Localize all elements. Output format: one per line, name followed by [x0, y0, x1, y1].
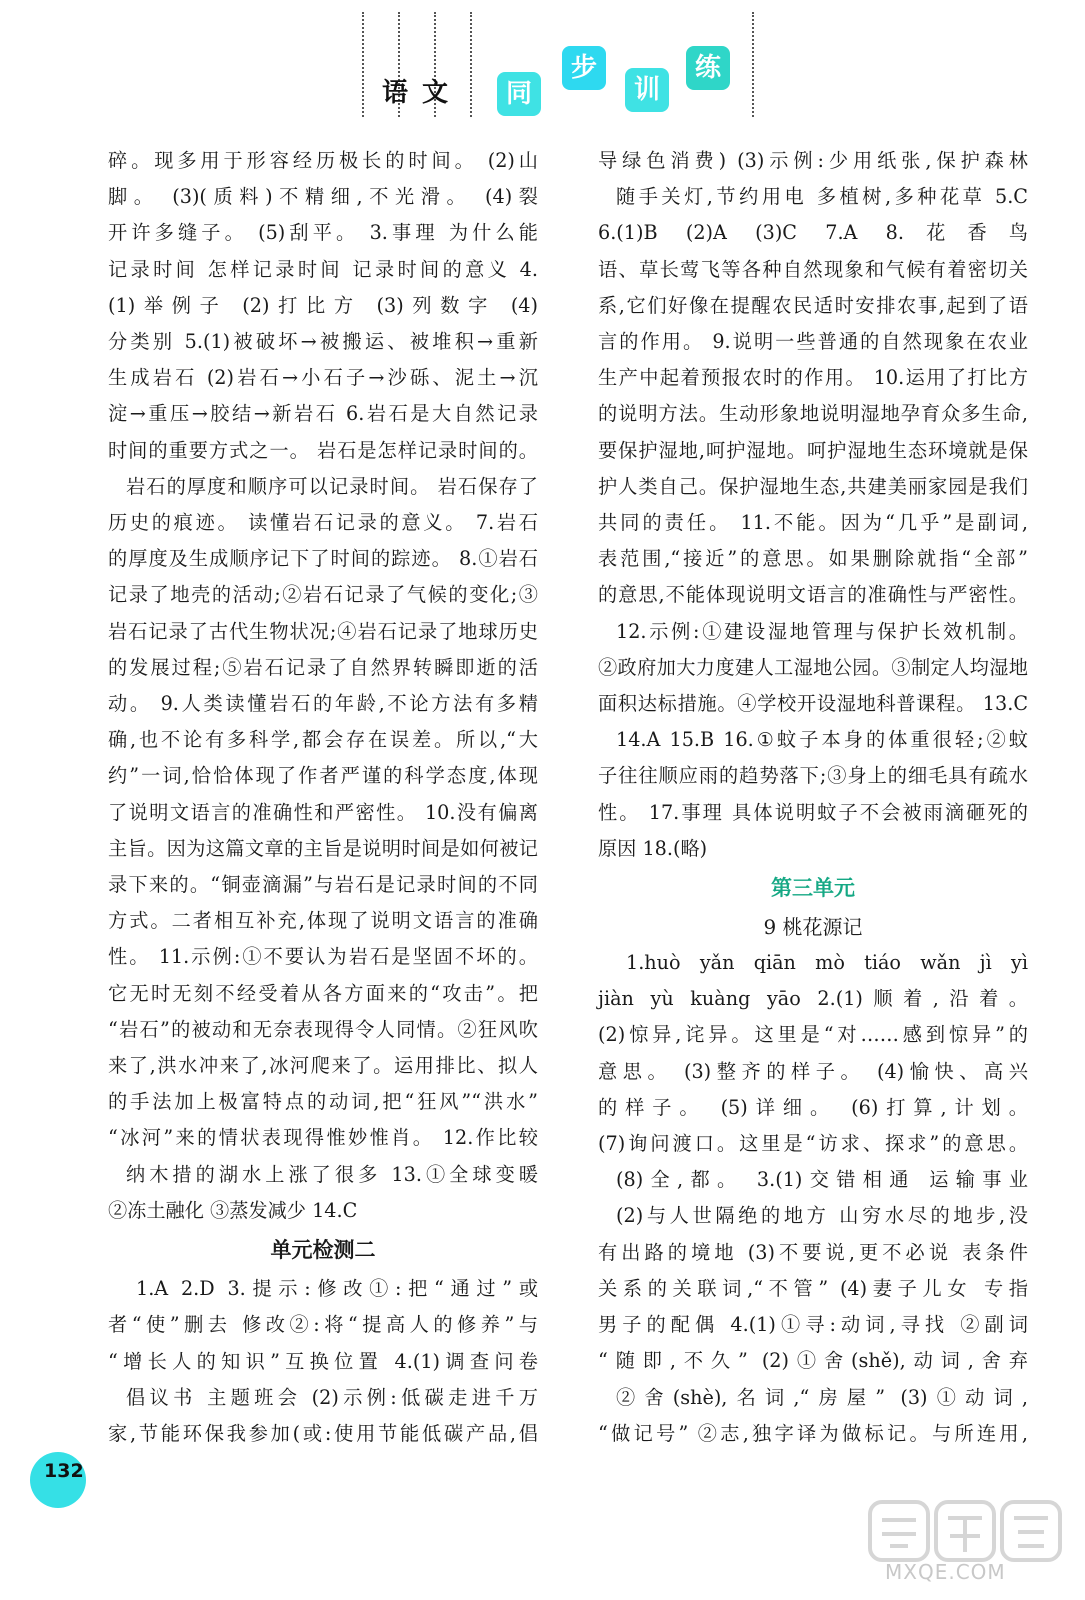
text-line: 子往往顺应雨的趋势落下;③身上的细毛具有疏水 — [598, 764, 1028, 788]
text-line: 14.A 15.B 16.①蚊子本身的体重很轻;②蚊 — [616, 728, 1028, 752]
text-line: 分类别 5.(1)被破坏→被搬运、被堆积→重新 — [108, 330, 538, 354]
right-column — [598, 143, 1028, 1452]
page-number: 132 — [44, 1460, 84, 1482]
text-line: 它无时无刻不经受着从各方面来的“攻击”。把 — [108, 981, 538, 1005]
page-header — [0, 0, 1085, 130]
text-line: 确,也不论有多科学,都会存在误差。所以,“大 — [108, 728, 538, 752]
text-line: 开许多缝子。 (5)刮平。 3.事理 为什么能 — [108, 221, 538, 245]
text-line: 语、草长莺飞等各种自然现象和气候有着密切关 — [598, 257, 1028, 281]
text-line: 岩石记录了古代生物状况;④岩石记录了地球历史 — [108, 619, 538, 643]
text-line: (2)与人世隔绝的地方 山穷水尽的地步,没 — [616, 1204, 1028, 1228]
text-line: 性。 17.事理 具体说明蚊子不会被雨滴砸死的 — [598, 800, 1028, 824]
header-divider — [362, 12, 364, 117]
text-line: 共同的责任。 11.不能。因为“几乎”是副词, — [598, 511, 1028, 535]
text-line: 的发展过程;⑤岩石记录了自然界转瞬即逝的活 — [108, 655, 538, 679]
text-line: 表范围,“接近”的意思。如果删除就指“全部” — [598, 547, 1028, 571]
text-line: 随手关灯,节约用电 多植树,多种花草 5.C — [616, 185, 1028, 209]
text-line: 纳木措的湖水上涨了很多 13.①全球变暖 — [126, 1162, 538, 1186]
text-line: (2)惊异,诧异。这里是“对……感到惊异”的 — [598, 1023, 1028, 1047]
text-line: 录下来的。“铜壶滴漏”与岩石是记录时间的不同 — [108, 873, 538, 897]
text-line: 12.示例:①建设湿地管理与保护长效机制。 — [616, 619, 1028, 643]
text-line: “岩石”的被动和无奈表现得令人同情。②狂风吹 — [108, 1017, 538, 1041]
text-line: 护人类自己。保护湿地生态,共建美丽家园是我们 — [598, 474, 1028, 498]
text-line: 脚。 (3)(质料)不精细,不光滑。 (4)裂 — [108, 185, 538, 209]
text-line: 记录了地壳的活动;②岩石记录了气候的变化;③ — [108, 583, 538, 607]
text-line: “做记号” ②志,独字译为做标记。与所连用, — [598, 1421, 1028, 1445]
text-line: ②舍(shè),名词,“房屋” (3)①动词, — [616, 1385, 1028, 1409]
text-line: “冰河”来的情状表现得惟妙惟肖。 12.作比较 — [108, 1126, 538, 1150]
text-line: 要保护湿地,呵护湿地。呵护湿地生态环境就是保 — [598, 438, 1028, 462]
badge-bu: 步 — [562, 46, 606, 90]
page-number-badge — [30, 1452, 86, 1508]
text-line: 系,它们好像在提醒农民适时安排农事,起到了语 — [598, 293, 1028, 317]
text-line: 的说明方法。生动形象地说明湿地孕育众多生命, — [598, 402, 1028, 426]
text-line: 言的作用。 9.说明一些普通的自然现象在农业 — [598, 330, 1028, 354]
text-line: 的样子。 (5)详细。 (6)打算,计划。 — [598, 1095, 1028, 1119]
text-line: 历史的痕迹。 读懂岩石记录的意义。 7.岩石 — [108, 511, 538, 535]
text-line: 导绿色消费) (3)示例:少用纸张,保护森林 — [598, 149, 1028, 172]
text-line: 者“使”删去 修改②:将“提高人的修养”与 — [108, 1313, 538, 1337]
text-line: (8)全,都。 3.(1)交错相通 运输事业 — [616, 1168, 1028, 1192]
text-line: (7)询问渡口。这里是“访求、探求”的意思。 — [598, 1132, 1028, 1156]
header-divider — [752, 12, 754, 117]
text-line: 1.huò yǎn qiān mò tiáo wǎn jì yì — [626, 951, 1028, 975]
text-line: 6.(1)B (2)A (3)C 7.A 8.花香鸟 — [598, 221, 1028, 245]
text-line: 面积达标措施。④学校开设湿地科普课程。 13.C — [598, 692, 1028, 716]
badge-xun: 训 — [625, 68, 669, 112]
text-line: 动。 9.人类读懂岩石的年龄,不论方法有多精 — [108, 692, 538, 716]
watermark-text: MXQE.COM — [885, 1560, 1006, 1584]
section-title: 单元检测二 — [270, 1238, 376, 1263]
text-line: 1.A 2.D 3.提示:修改①:把“通过”或 — [136, 1277, 538, 1301]
text-line: 方式。二者相互补充,体现了说明文语言的准确 — [108, 909, 538, 933]
text-line: 时间的重要方式之一。 岩石是怎样记录时间的。 — [108, 438, 538, 462]
text-line: 男子的配偶 4.(1)①寻:动词,寻找 ②副词 — [598, 1313, 1028, 1337]
text-line: 主旨。因为这篇文章的主旨是说明时间是如何被记 — [108, 836, 538, 860]
text-line: ②冻土融化 ③蒸发减少 14.C — [108, 1198, 358, 1222]
text-line: jiàn yù kuàng yāo 2.(1)顺着,沿着。 — [598, 987, 1028, 1011]
text-line: 了说明文语言的准确性和严密性。 10.没有偏离 — [108, 800, 538, 824]
text-line: 倡议书 主题班会 (2)示例:低碳走进千万 — [126, 1385, 538, 1409]
text-line: 生产中起着预报农时的作用。 10.运用了打比方 — [598, 366, 1028, 390]
lesson-title: 9 桃花源记 — [763, 915, 863, 940]
text-line: 生成岩石 (2)岩石→小石子→沙砾、泥土→沉 — [108, 366, 538, 390]
text-line: 意思。 (3)整齐的样子。 (4)愉快、高兴 — [598, 1059, 1028, 1083]
text-line: ②政府加大力度建人工湿地公园。③制定人均湿地 — [598, 655, 1028, 679]
unit-title: 第三单元 — [771, 876, 855, 901]
left-column — [108, 143, 538, 1452]
badge-lian: 练 — [686, 46, 730, 90]
text-line: 淀→重压→胶结→新岩石 6.岩石是大自然记录 — [108, 402, 538, 426]
text-line: 岩石的厚度和顺序可以记录时间。 岩石保存了 — [126, 474, 538, 498]
text-line: (1)举例子 (2)打比方 (3)列数字 (4) — [108, 293, 538, 317]
text-line: 性。 11.示例:①不要认为岩石是坚固不坏的。 — [108, 945, 538, 969]
text-line: 的厚度及生成顺序记下了时间的踪迹。 8.①岩石 — [108, 547, 538, 571]
text-line: 碎。现多用于形容经历极长的时间。 (2)山 — [108, 149, 538, 172]
subject-title: 语文 — [382, 78, 463, 108]
text-line: 来了,洪水冲来了,冰河爬来了。运用排比、拟人 — [108, 1054, 538, 1078]
text-line: 家,节能环保我参加(或:使用节能低碳产品,倡 — [108, 1421, 538, 1445]
text-line: “随即,不久” (2)①舍(shě),动词,舍弃 — [598, 1349, 1028, 1373]
text-line: 关系的关联词,“不管” (4)妻子儿女 专指 — [598, 1276, 1028, 1300]
text-line: 的意思,不能体现说明文语言的准确性与严密性。 — [598, 583, 1028, 607]
text-line: 约”一词,恰恰体现了作者严谨的科学态度,体现 — [108, 764, 538, 788]
text-line: “增长人的知识”互换位置 4.(1)调查问卷 — [108, 1349, 538, 1373]
text-line: 记录时间 怎样记录时间 记录时间的意义 4. — [108, 257, 538, 281]
text-line: 原因 18.(略) — [598, 836, 708, 860]
badge-tong: 同 — [497, 72, 541, 116]
header-divider — [470, 12, 472, 117]
text-line: 有出路的境地 (3)不要说,更不必说 表条件 — [598, 1240, 1028, 1264]
text-line: 的手法加上极富特点的动词,把“狂风”“洪水” — [108, 1090, 538, 1114]
